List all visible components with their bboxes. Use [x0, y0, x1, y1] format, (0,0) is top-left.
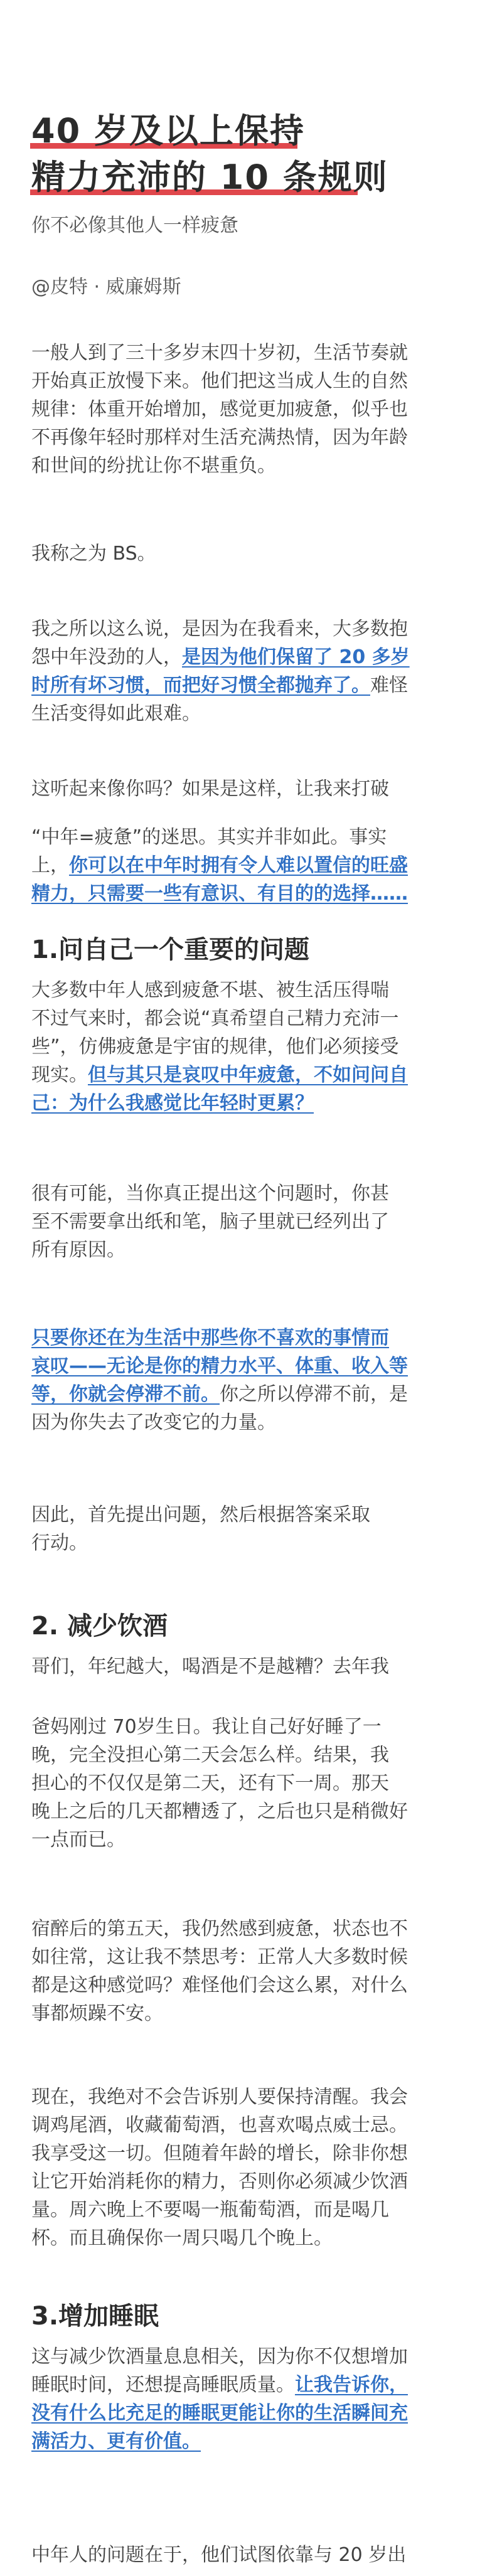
- text-line: 我享受这一切。但随着年龄的增长，除非你想: [31, 2142, 408, 2164]
- text-line: 担心的不仅仅是第二天，还有下一周。那天: [31, 1772, 389, 1794]
- text-line: [31, 1352, 471, 1380]
- subtitle: 你不必像其他人一样疲惫: [31, 215, 238, 237]
- text-line: [31, 643, 471, 671]
- text-line: [31, 1324, 471, 1352]
- text-line: 不过气来时，都会说“真希望自己精力充沛一: [31, 1008, 399, 1030]
- text-line: 调鸡尾酒，收藏葡萄酒，也喜欢喝点威士忌。: [31, 2114, 408, 2136]
- highlight-text: 只要你还在为生活中那些你不喜欢的事情而: [31, 1327, 389, 1349]
- text-line: [31, 851, 471, 880]
- highlight-text: 让我告诉你，: [295, 2374, 408, 2396]
- text-line: 开始真正放慢下来。他们把这当成人生的自然: [31, 370, 408, 392]
- text-line: “中年=疲惫”的迷思。其实并非如此。事实: [31, 826, 387, 848]
- highlight-text: 己：为什么我感觉比年轻时更累？: [31, 1092, 314, 1114]
- paragraph-myth: [31, 775, 471, 908]
- text-line: 行动。: [31, 1532, 88, 1554]
- section-2-paragraph-1: [31, 1653, 471, 1681]
- text-run: 难怪: [370, 674, 408, 696]
- section-2-paragraph-3: [31, 1915, 471, 2028]
- highlight-text: 你可以在中年时拥有令人难以置信的旺盛: [69, 854, 408, 876]
- section-2-paragraph-4: [31, 2083, 471, 2252]
- text-line: [31, 2427, 471, 2456]
- text-line: [31, 1061, 471, 1089]
- text-run: 现实。: [31, 1064, 88, 1086]
- text-line: [31, 2399, 471, 2427]
- text-line: 现在，我绝对不会告诉别人要保持清醒。我会: [31, 2086, 408, 2108]
- text-line: 和世间的纷扰让你不堪重负。: [31, 455, 276, 477]
- text-run: 怨中年没劲的人，: [31, 646, 182, 668]
- text-line: [31, 2371, 471, 2399]
- section-3-paragraph-1: [31, 2343, 471, 2456]
- text-line: 因为你失去了改变它的力量。: [31, 1412, 276, 1434]
- page-title-line-2: 精力充沛的 10 条规则: [31, 157, 388, 197]
- text-line: 很有可能，当你真正提出这个问题时，你甚: [31, 1183, 389, 1205]
- highlight-text: 但与其只是哀叹中年疲惫，不如问问自: [88, 1064, 408, 1086]
- text-line: 些”，仿佛疲惫是宇宙的规律，他们必须接受: [31, 1036, 399, 1058]
- paragraph-bs: [31, 540, 471, 568]
- section-heading-1: 1.问自己一个重要的问题: [31, 935, 310, 964]
- text-line: 杯。而且确保你一周只喝几个晚上。: [31, 2227, 333, 2249]
- text-line: 一点而已。: [31, 1829, 125, 1851]
- text-line: 这听起来像你吗？如果是这样，让我来打破: [31, 778, 389, 800]
- text-run: 你之所以停滞不前，是: [220, 1383, 408, 1405]
- text-line: 生活变得如此艰难。: [31, 703, 201, 725]
- text-line: 中年人的问题在于，他们试图依靠与 20 岁出: [31, 2544, 407, 2566]
- section-heading-2: 2. 减少饮酒: [31, 1612, 168, 1641]
- paragraph-intro: [31, 339, 471, 480]
- section-heading-3: 3.增加睡眠: [31, 2302, 159, 2331]
- text-line: [31, 1380, 471, 1408]
- section-1-paragraph-2: [31, 1179, 471, 1264]
- section-2-paragraph-2: [31, 1713, 471, 1854]
- text-line: 规律：体重开始增加，感觉更加疲惫，似乎也: [31, 398, 408, 420]
- text-line: 因此，首先提出问题，然后根据答案采取: [31, 1504, 370, 1526]
- text-line: [31, 880, 471, 908]
- section-3-paragraph-2: [31, 2541, 471, 2569]
- text-line: 都是这种感觉吗？难怪他们会这么累，对什么: [31, 1974, 408, 1996]
- text-line: 如往常，这让我不禁思考：正常人大多数时候: [31, 1946, 408, 1968]
- text-line: 让它开始消耗你的精力，否则你必须减少饮酒: [31, 2171, 408, 2193]
- highlight-text: 精力，只需要一些有意识、有目的的选择……: [31, 883, 408, 905]
- section-1-paragraph-1: [31, 976, 471, 1117]
- text-line: [31, 671, 471, 700]
- text-line: 一般人到了三十多岁末四十岁初，生活节奏就: [31, 342, 408, 364]
- text-line: 晚上之后的几天都糟透了，之后也只是稍微好: [31, 1801, 408, 1823]
- text-line: [31, 1089, 471, 1117]
- section-1-paragraph-4: [31, 1501, 471, 1557]
- paragraph-habits: [31, 615, 471, 728]
- section-1-paragraph-3: [31, 1324, 471, 1437]
- text-run: 上，: [31, 854, 69, 876]
- text-line: 宿醉后的第五天，我仍然感到疲惫，状态也不: [31, 1918, 408, 1940]
- text-line: 我之所以这么说，是因为在我看来，大多数抱: [31, 618, 408, 640]
- highlight-text: 哀叹——无论是你的精力水平、体重、收入等: [31, 1355, 408, 1377]
- text-line: 爸妈刚过 70岁生日。我让自己好好睡了一: [31, 1716, 382, 1738]
- text-line: 哥们，年纪越大，喝酒是不是越糟？去年我: [31, 1656, 389, 1678]
- text-line: 大多数中年人感到疲惫不堪、被生活压得喘: [31, 979, 389, 1001]
- highlight-text: 等，你就会停滞不前。: [31, 1383, 220, 1405]
- text-run: 睡眠时间，还想提高睡眠质量。: [31, 2374, 295, 2396]
- text-line: 所有原因。: [31, 1239, 125, 1261]
- text-line: 晚，完全没担心第二天会怎么样。结果，我: [31, 1744, 389, 1766]
- text-line: 这与减少饮酒量息息相关，因为你不仅想增加: [31, 2346, 408, 2368]
- page-title-line-1: 40 岁及以上保持: [31, 111, 305, 151]
- author: @皮特 · 威廉姆斯: [31, 276, 181, 298]
- highlight-text: 是因为他们保留了 20 多岁: [182, 646, 410, 668]
- highlight-text: 满活力、更有价值。: [31, 2430, 201, 2452]
- highlight-text: 没有什么比充足的睡眠更能让你的生活瞬间充: [31, 2402, 408, 2424]
- text-line: 至不需要拿出纸和笔，脑子里就已经列出了: [31, 1211, 389, 1233]
- text-line: 我称之为 BS。: [31, 543, 156, 565]
- highlight-text: 时所有坏习惯，而把好习惯全都抛弃了。: [31, 674, 370, 696]
- text-line: 量。周六晚上不要喝一瓶葡萄酒，而是喝几: [31, 2199, 389, 2221]
- text-line: 不再像年轻时那样对生活充满热情，因为年龄: [31, 427, 408, 449]
- text-line: 事都烦躁不安。: [31, 2003, 163, 2025]
